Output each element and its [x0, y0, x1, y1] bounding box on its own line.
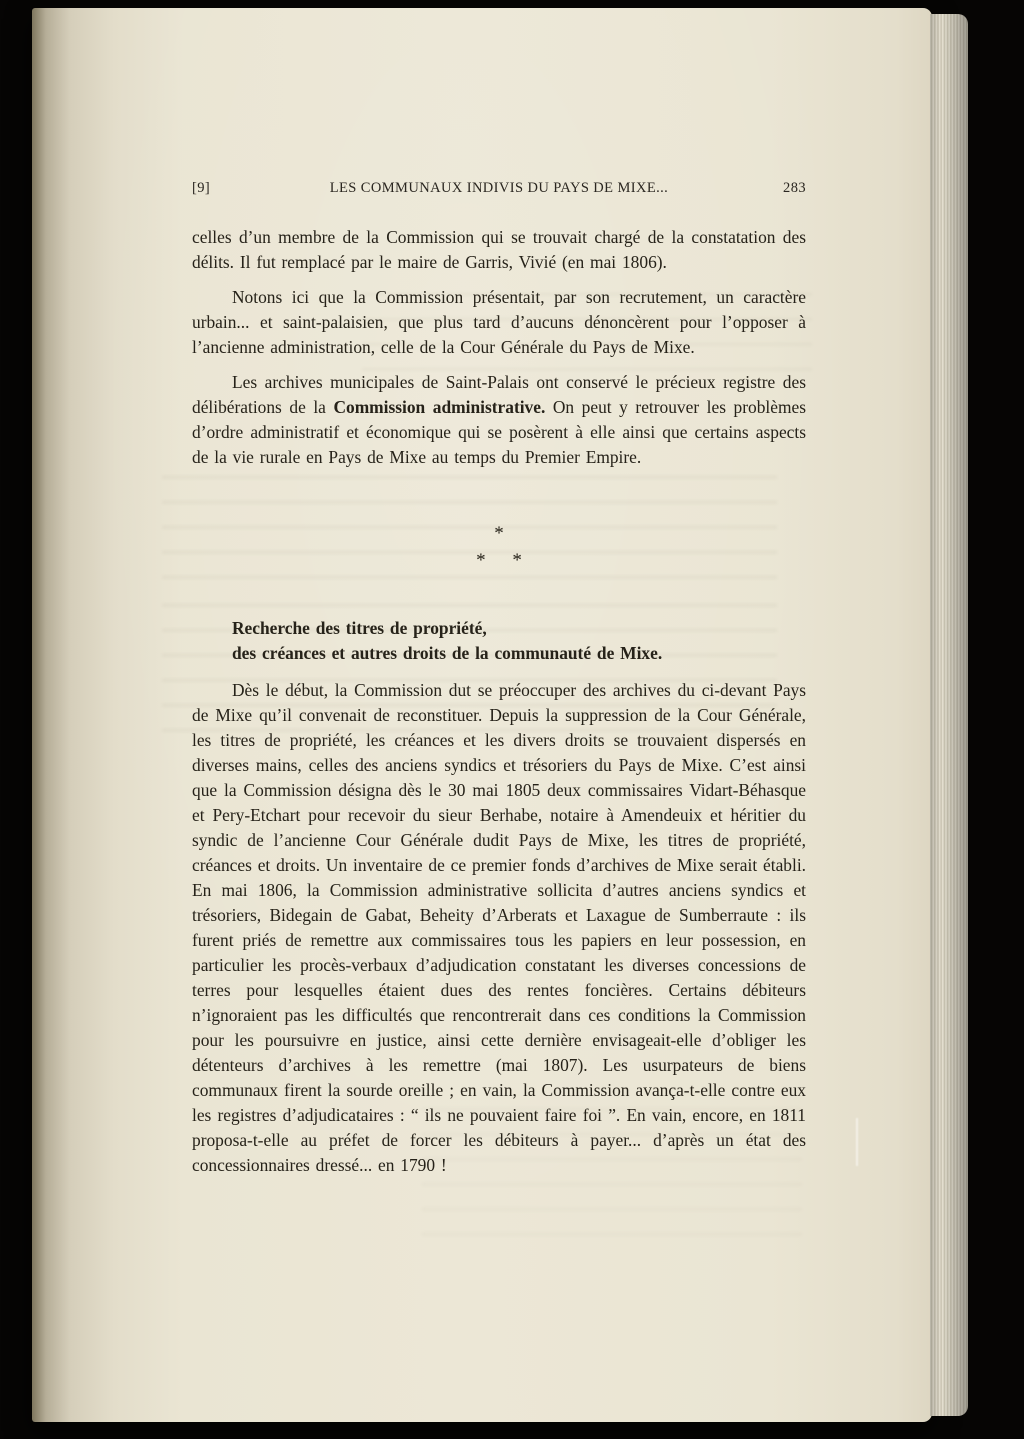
- paragraph-1: celles d’un membre de la Commission qui se trouvait chargé de la constatation des délits. Il fut remplacé par le maire de Garris, Vivié (en mai 1806).: [192, 227, 806, 272]
- page-content: [192, 180, 806, 1178]
- section-separator: [192, 520, 806, 574]
- page-number: 283: [783, 180, 806, 196]
- paragraph-3-text-after: On peut y retrouver les problèmes d’ordre administratif et économique qui se posèrent à elle ainsi que certains aspects de la vie rurale en Pays de Mixe au temps du Premier Empire.: [192, 397, 806, 467]
- paragraph-2: Notons ici que la Commission présentait, par son recrutement, un caractère urbain... et saint-palaisien, que plus tard d’aucuns dénoncèrent pour l’opposer à l’ancienne administration, celle de la Cour Générale du Pays de Mixe.: [192, 287, 806, 357]
- separator-asterisks-bottom: * *: [476, 550, 522, 571]
- running-title: LES COMMUNAUX INDIVIS DU PAYS DE MIXE...: [329, 180, 669, 196]
- scan-scratch-artifact: [856, 1118, 858, 1166]
- page-header: [192, 180, 806, 197]
- section-heading-line2: des créances et autres droits de la communauté de Mixe.: [232, 643, 663, 663]
- separator-asterisk-top: *: [494, 523, 504, 544]
- page-edges: [930, 14, 968, 1416]
- paragraph-3-text-before: Les archives municipales de Saint-Palais ont conservé le précieux registre des délibérations de la: [192, 372, 806, 417]
- book-page: [32, 8, 932, 1422]
- paragraph-3: [192, 370, 806, 470]
- paragraph-4: Dès le début, la Commission dut se préoccuper des archives du ci-devant Pays de Mixe qu’il convenait de reconstituer. Depuis la suppression de la Cour Générale, les titres de propriété, les créances et les divers droits se trouvaient dispersés en diverses mains, celles des anciens syndics et trésoriers du Pays de Mixe. C’est ainsi que la Commission désigna dès le 30 mai 1805 deux commissaires Vidart-Béhasque et Pery-Etchart pour recevoir du sieur Berhabe, notaire à Amendeuix et héritier du syndic de l’ancienne Cour Générale dudit Pays de Mixe, les titres de propriété, créances et droits. Un inventaire de ce premier fonds d’archives de Mixe serait établi. En mai 1806, la Commission administrative sollicita d’autres anciens syndics et trésoriers, Bidegain de Gabat, Beheity d’Arberats et Laxague de Sumberraute : ils furent priés de remettre aux commissaires tous les papiers en leur possession, en particulier les procès-verbaux d’adjudication constatant les diverses concessions de terres pour lesquelles étaient dues des rentes foncières. Certains débiteurs n’ignoraient pas les difficultés que rencontrerait dans ces conditions la Commission pour les poursuivre en justice, ainsi cette dernière envisageait-elle d’obliger les détenteurs d’archives à les remettre (mai 1807). Les usurpateurs de biens communaux firent la sourde oreille ; en vain, la Commission avança-t-elle contre eux les registres d’adjudicataires : “ ils ne pouvaient faire foi ”. En vain, encore, en 1811 proposa-t-elle au préfet de forcer les débiteurs à payer... d’après un état des concessionnaires dressé... en 1790 !: [192, 680, 806, 1175]
- page-body: [192, 225, 806, 1178]
- paragraph-3-bold-phrase: Commission administrative.: [333, 397, 546, 417]
- section-number: [9]: [192, 180, 211, 196]
- section-heading: [232, 616, 806, 666]
- section-heading-line1: Recherche des titres de propriété,: [232, 618, 487, 638]
